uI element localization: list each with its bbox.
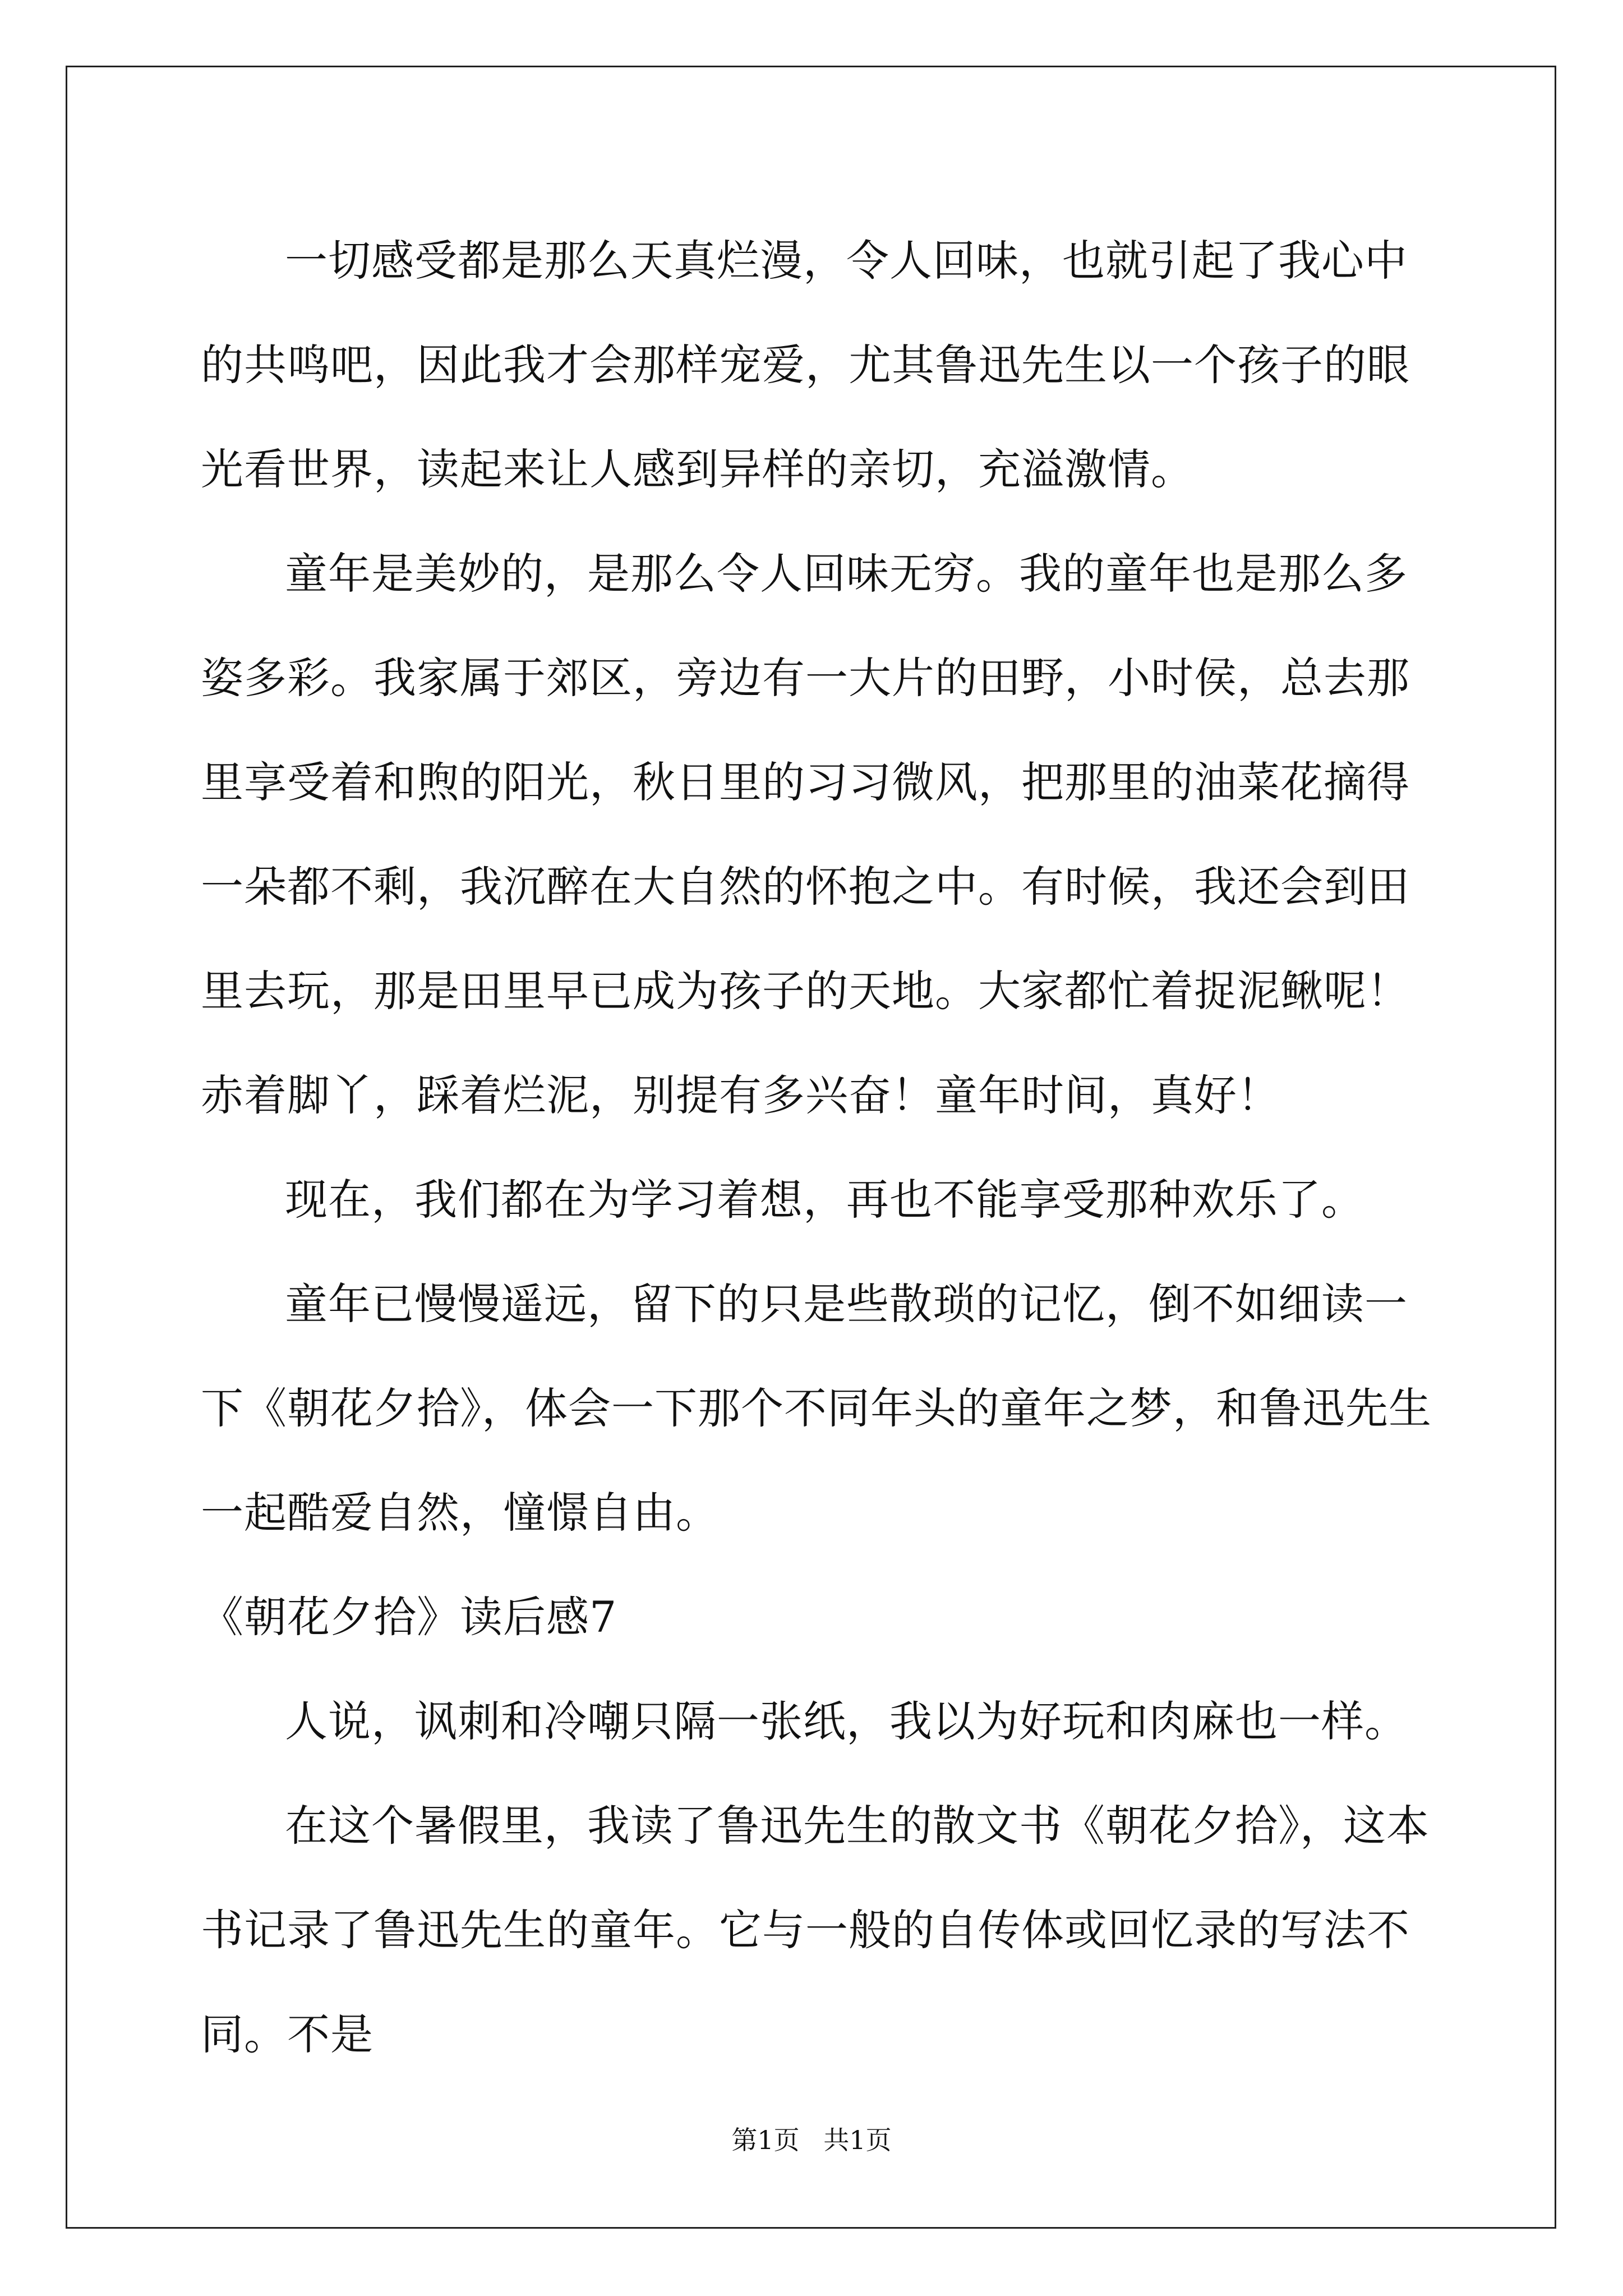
paragraph-5: 人说，讽刺和冷嘲只隔一张纸，我以为好玩和肉麻也一样。	[285, 1696, 1408, 1746]
document-body	[201, 209, 1435, 2087]
paragraph-4: 童年已慢慢遥远，留下的只是些散琐的记忆，倒不如细读一下《朝花夕拾》，体会一下那个不同年头的童年之梦，和鲁迅先生一起酷爱自然，憧憬自由。	[201, 1279, 1432, 1538]
paragraph-1: 一切感受都是那么天真烂漫，令人回味，也就引起了我心中的共鸣吧，因此我才会那样宠爱，尤其鲁迅先生以一个孩子的眼光看世界，读起来让人感到异样的亲切，充溢激情。	[201, 236, 1410, 494]
section-heading: 《朝花夕拾》读后感7	[201, 1592, 617, 1642]
page-number-total: 共1页	[823, 2125, 892, 2155]
paragraph-6: 在这个暑假里，我读了鲁迅先生的散文书《朝花夕拾》，这本书记录了鲁迅先生的童年。它与一般的自传体或回忆录的写法不同。不是	[201, 1801, 1430, 2059]
paragraph-2: 童年是美妙的，是那么令人回味无穷。我的童年也是那么多姿多彩。我家属于郊区，旁边有一大片的田野，小时侯，总去那里享受着和煦的阳光，秋日里的习习微风，把那里的油菜花摘得一朵都不剩，我沉醉在大自然的怀抱之中。有时候，我还会到田里去玩，那是田里早已成为孩子的天地。大家都忙着捉泥鳅呢！赤着脚丫，踩着烂泥，别提有多兴奋！童年时间，真好！	[201, 549, 1410, 1120]
page-number-current: 第1页	[731, 2125, 800, 2155]
paragraph-3: 现在，我们都在为学习着想，再也不能享受那种欢乐了。	[285, 1175, 1364, 1225]
page-footer	[0, 2123, 1623, 2157]
